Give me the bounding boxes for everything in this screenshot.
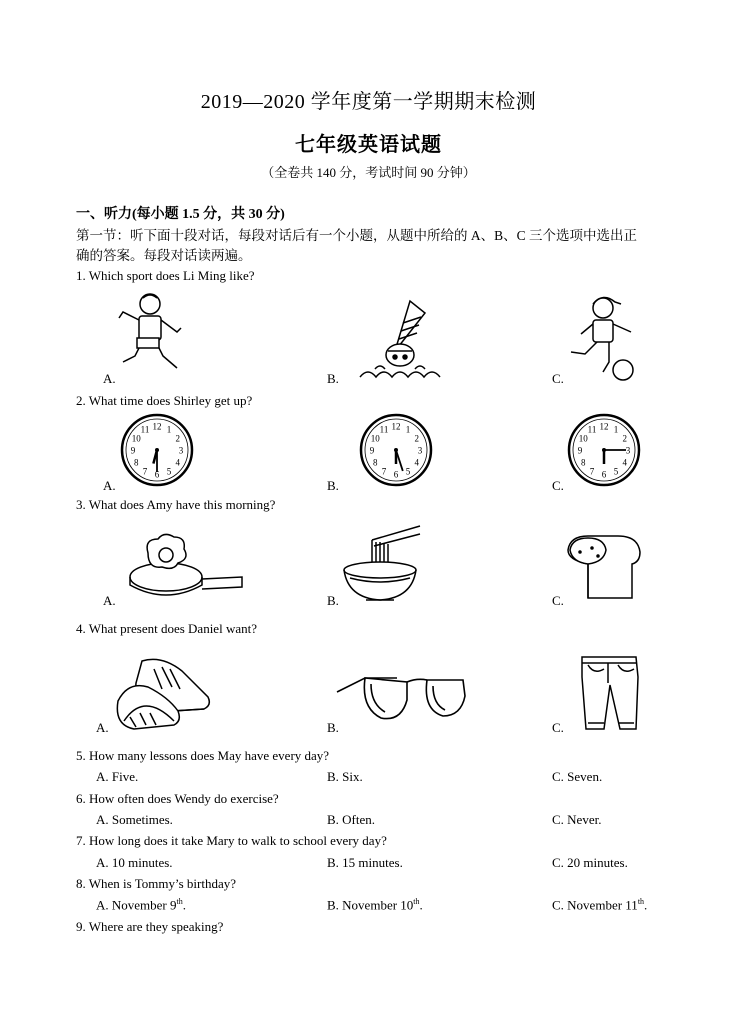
instruction-line-2: 确的答案。每段对话读两遍。 <box>76 248 252 263</box>
option-4a: A. <box>96 720 109 735</box>
clock-number: 10 <box>578 433 588 444</box>
option-6c: C. Never. <box>552 812 602 827</box>
question-3: 3. What does Amy have this morning? <box>76 497 276 512</box>
option-8b-sup: th <box>413 897 420 906</box>
clock-number: 3 <box>178 445 184 456</box>
option-3b: B. <box>327 593 339 608</box>
clock-number: 7 <box>381 466 387 477</box>
clock-number: 6 <box>154 469 160 480</box>
option-8b-text: B. November 10 <box>327 897 414 913</box>
clock-number: 9 <box>577 445 583 456</box>
question-2: 2. What time does Shirley get up? <box>76 393 253 408</box>
clock-number: 1 <box>166 424 172 435</box>
bread-loaf-icon <box>562 532 646 604</box>
clock-number: 6 <box>393 469 399 480</box>
option-1a: A. <box>103 371 116 386</box>
clock-number: 2 <box>622 433 628 444</box>
clock-number: 10 <box>370 433 380 444</box>
sunglasses-icon <box>335 664 467 724</box>
section-instruction <box>76 226 666 266</box>
section-heading: 一、听力(每小题 1.5 分，共 30 分) <box>76 207 285 222</box>
clock-number: 7 <box>142 466 148 477</box>
instruction-line-1: 第一节：听下面十段对话，每段对话后有一个小题，从题中所给的 A、B、C 三个选项中选出正 <box>76 228 638 243</box>
question-7: 7. How long does it take Mary to walk to school every day? <box>76 833 387 848</box>
option-1c: C. <box>552 371 564 386</box>
clock-number: 12 <box>152 421 162 432</box>
option-3a: A. <box>103 593 116 608</box>
option-7c: C. 20 minutes. <box>552 855 628 870</box>
question-5: 5. How many lessons does May have every day? <box>76 748 330 763</box>
option-8b-end: . <box>419 897 423 913</box>
running-boy-icon <box>115 290 190 380</box>
clock-number: 2 <box>414 433 420 444</box>
option-8c <box>552 897 647 913</box>
option-2c: C. <box>552 478 564 493</box>
option-1b: B. <box>327 371 339 386</box>
fried-egg-pan-icon <box>126 533 246 601</box>
swimmer-icon <box>355 293 450 385</box>
option-2b: B. <box>327 478 339 493</box>
question-1: 1. Which sport does Li Ming like? <box>76 268 255 283</box>
clock-number: 8 <box>372 457 378 468</box>
clock-number: 5 <box>613 466 619 477</box>
option-4b: B. <box>327 720 339 735</box>
clock-number: 1 <box>405 424 411 435</box>
clock-number: 9 <box>130 445 136 456</box>
question-4: 4. What present does Daniel want? <box>76 621 257 636</box>
exam-note: （全卷共 140 分，考试时间 90 分钟） <box>261 165 476 180</box>
exam-subtitle: 七年级英语试题 <box>295 134 442 156</box>
question-9: 9. Where are they speaking? <box>76 919 224 934</box>
clock-number: 2 <box>175 433 181 444</box>
clock-number: 3 <box>417 445 423 456</box>
option-8c-end: . <box>644 897 648 913</box>
question-6: 6. How often does Wendy do exercise? <box>76 791 279 806</box>
exam-title: 2019—2020 学年度第一学期期末检测 <box>200 91 537 113</box>
jeans-icon <box>578 653 642 733</box>
option-8a-end: . <box>182 897 186 913</box>
clock-number: 7 <box>589 466 595 477</box>
clock-number: 11 <box>587 424 597 435</box>
option-7a: A. 10 minutes. <box>96 855 173 870</box>
option-8a-sup: th <box>176 897 183 906</box>
noodles-bowl-icon <box>342 524 422 606</box>
option-7b: B. 15 minutes. <box>327 855 403 870</box>
option-5c: C. Seven. <box>552 769 603 784</box>
clock-number: 5 <box>166 466 172 477</box>
option-8b <box>327 897 423 913</box>
clock-number: 12 <box>391 421 401 432</box>
clock-number: 4 <box>622 457 628 468</box>
clock-number: 11 <box>140 424 150 435</box>
clock-number: 11 <box>379 424 389 435</box>
clock-number: 9 <box>369 445 375 456</box>
clock-number: 6 <box>601 469 607 480</box>
option-3c: C. <box>552 593 564 608</box>
clock-number: 8 <box>580 457 586 468</box>
question-8: 8. When is Tommy’s birthday? <box>76 876 237 891</box>
option-4c: C. <box>552 720 564 735</box>
clock-number: 4 <box>175 457 181 468</box>
option-5b: B. Six. <box>327 769 363 784</box>
option-8c-text: C. November 11 <box>552 897 638 913</box>
option-6a: A. Sometimes. <box>96 812 173 827</box>
option-8a <box>96 897 186 913</box>
clock-icon <box>358 412 434 488</box>
clock-icon <box>566 412 642 488</box>
clock-number: 8 <box>133 457 139 468</box>
option-2a: A. <box>103 478 116 493</box>
option-8a-text: A. November 9 <box>96 897 177 913</box>
clock-number: 12 <box>599 421 609 432</box>
clock-number: 10 <box>131 433 141 444</box>
option-5a: A. Five. <box>96 769 139 784</box>
clock-number: 1 <box>613 424 619 435</box>
soccer-boy-icon <box>565 292 640 384</box>
clock-number: 3 <box>625 445 631 456</box>
option-8c-sup: th <box>637 897 645 906</box>
clock-number: 5 <box>405 466 411 477</box>
clock-number: 4 <box>414 457 420 468</box>
option-6b: B. Often. <box>327 812 376 827</box>
clock-icon <box>119 412 195 488</box>
sneakers-icon <box>112 651 212 735</box>
